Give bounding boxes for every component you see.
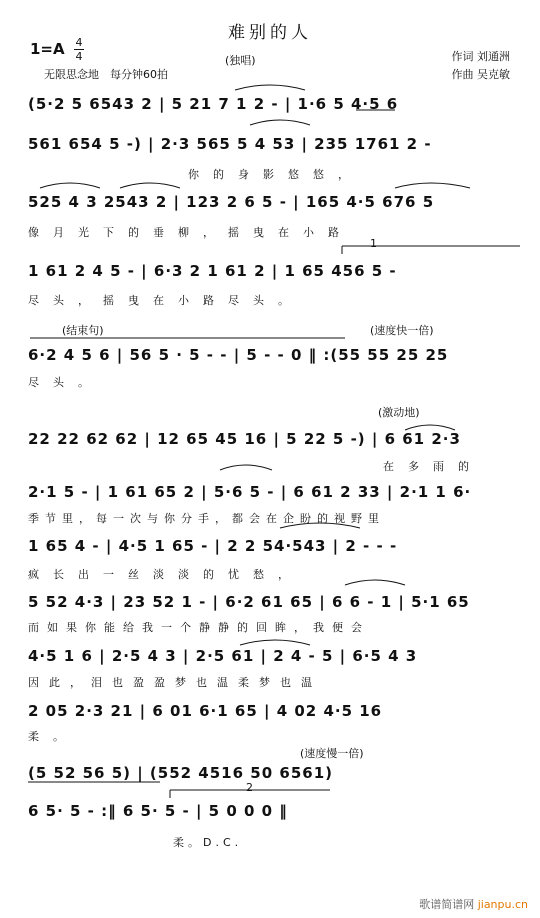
notation-line-11: 2 05 2·3 21 | 6 01 6·1 65 | 4 02 4·5 16	[28, 702, 383, 720]
lyric-line-7: 季节里，每一次与你分手，都会在企盼的视野里	[28, 512, 385, 525]
notation-line-10: 4·5 1 6 | 2·5 4 3 | 2·5 61 | 2 4 - 5 | 6·5 4 3	[28, 647, 418, 665]
notation-line-1: (5·2 5 6543 2 | 5 21 7 1 2 - | 1·6 5 4·5 6	[28, 95, 399, 113]
notation-line-6: 22 22 62 62 | 12 65 45 16 | 5 22 5 -) | 6 61 2·3	[28, 430, 461, 448]
key-signature: 1=A	[30, 40, 65, 58]
lyric-line-4: 尽头，摇曳在小路尽头。	[28, 294, 303, 307]
lyric-line-2: 你的身影悠悠，	[188, 168, 363, 181]
ending-1-number: 1	[370, 237, 377, 250]
lyric-line-9: 而如果你能给我一个静静的回眸，我便会	[28, 621, 370, 634]
time-numerator: 4	[75, 36, 83, 49]
lyric-line-3: 像月光下的垂柳，摇曳在小路	[28, 226, 353, 239]
slur-mark	[120, 183, 180, 188]
watermark-site-name: 歌谱简谱网	[419, 898, 475, 911]
tempo-faster-label: (速度快一倍)	[370, 324, 434, 337]
notation-line-13: 6 5· 5 - :‖ 6 5· 5 - | 5 0 0 0 ‖	[28, 802, 288, 820]
lyric-line-10: 因此，泪也盈盈梦也温柔梦也温	[28, 676, 322, 689]
slur-mark	[395, 183, 470, 188]
notation-line-8: 1 65 4 - | 4·5 1 65 - | 2 2 54·543 | 2 - - -	[28, 537, 398, 555]
lyricist-credit: 作词 刘通洲	[451, 50, 510, 63]
slur-mark	[40, 183, 100, 188]
notation-line-9: 5 52 4·3 | 23 52 1 - | 6·2 61 65 | 6 6 - 1 | 5·1 65	[28, 593, 470, 611]
tempo-marking: 无限思念地 每分钟60拍	[44, 68, 168, 81]
notation-line-12: (5 52 56 5) | (552 4516 50 6561)	[28, 764, 333, 782]
slur-mark	[240, 640, 310, 645]
site-watermark	[419, 896, 528, 912]
end-phrase-label: (结束句)	[62, 324, 104, 337]
slur-mark	[235, 85, 305, 90]
lyric-line-11: 柔。	[28, 730, 78, 743]
lyric-line-8: 疯长出一丝淡淡的忧愁，	[28, 568, 303, 581]
performance-style: (独唱)	[225, 54, 256, 67]
ending-2-number: 2	[246, 781, 253, 794]
lyric-line-5: 尽头。	[28, 376, 103, 389]
lyric-line-13: 柔。D.C.	[173, 836, 243, 849]
song-title: 难别的人	[228, 23, 312, 43]
expression-excited-label: (激动地)	[378, 406, 420, 419]
notation-line-7: 2·1 5 - | 1 61 65 2 | 5·6 5 - | 6 61 2 33 | 2·1 1 6·	[28, 483, 472, 501]
notation-line-2: 561 654 5 -) | 2·3 565 5 4 53 | 235 1761 2 -	[28, 135, 432, 153]
lyric-line-6: 在多雨的	[383, 460, 483, 473]
notation-line-5: 6·2 4 5 6 | 56 5 · 5 - - | 5 - - 0 ‖ :(55 55 25 25	[28, 346, 449, 364]
watermark-url: jianpu.cn	[477, 898, 528, 911]
notation-line-3: 525 4 3 2543 2 | 123 2 6 5 - | 165 4·5 676 5	[28, 193, 435, 211]
time-denominator: 4	[75, 50, 83, 63]
tempo-slower-label: (速度慢一倍)	[300, 747, 364, 760]
slur-mark	[250, 120, 310, 125]
composer-credit: 作曲 吴克敏	[451, 68, 510, 81]
notation-line-4: 1 61 2 4 5 - | 6·3 2 1 61 2 | 1 65 456 5 -	[28, 262, 397, 280]
